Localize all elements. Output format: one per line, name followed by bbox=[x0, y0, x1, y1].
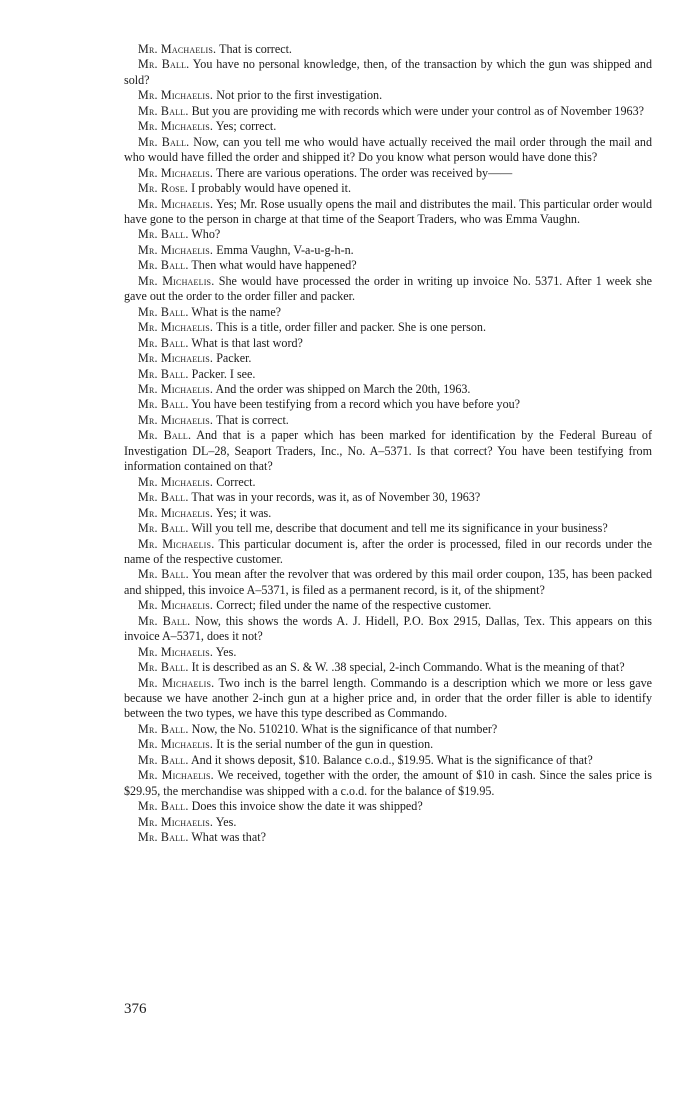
speaker-name: Mr. Michaelis. bbox=[138, 814, 214, 829]
testimony-text: We received, together with the order, the amount of $10 in cash. Since the sales price is $29.95, the merchandise was shipped with a c.o.d. for the balance of $19.95. bbox=[124, 768, 652, 798]
testimony-paragraph bbox=[124, 57, 652, 88]
speaker-name: Mr. Michaelis. bbox=[138, 598, 214, 613]
testimony-text: Packer. I see. bbox=[191, 366, 256, 381]
testimony-text: Yes; it was. bbox=[215, 505, 272, 520]
testimony-text: It is the serial number of the gun in question. bbox=[216, 737, 434, 752]
speaker-name: Mr. Michaelis. bbox=[138, 644, 214, 659]
testimony-text: Yes; correct. bbox=[215, 119, 277, 134]
testimony-paragraph bbox=[124, 351, 652, 366]
speaker-name: Mr. Michaelis. bbox=[138, 412, 214, 427]
speaker-name: Mr. Machaelis. bbox=[138, 42, 217, 56]
testimony-paragraph bbox=[124, 598, 652, 613]
speaker-name: Mr. Michaelis. bbox=[138, 536, 215, 551]
speaker-name: Mr. Ball. bbox=[138, 335, 189, 350]
speaker-name: Mr. Ball. bbox=[138, 830, 189, 845]
testimony-paragraph bbox=[124, 768, 652, 799]
testimony-paragraph bbox=[124, 521, 652, 536]
page-number: 376 bbox=[124, 1001, 147, 1017]
testimony-text: I probably would have opened it. bbox=[191, 181, 352, 196]
testimony-paragraph bbox=[124, 660, 652, 675]
testimony-text: Correct. bbox=[216, 474, 256, 489]
speaker-name: Mr. Michaelis. bbox=[138, 242, 214, 257]
testimony-paragraph bbox=[124, 722, 652, 737]
speaker-name: Mr. Ball. bbox=[138, 227, 189, 242]
testimony-paragraph bbox=[124, 42, 652, 57]
testimony-paragraph bbox=[124, 676, 652, 722]
testimony-paragraph bbox=[124, 397, 652, 412]
testimony-paragraph bbox=[124, 830, 652, 845]
testimony-paragraph bbox=[124, 737, 652, 752]
testimony-paragraph bbox=[124, 428, 652, 474]
speaker-name: Mr. Michaelis. bbox=[138, 119, 214, 134]
speaker-name: Mr. Ball. bbox=[138, 397, 189, 412]
testimony-text: What is the name? bbox=[191, 304, 282, 319]
testimony-paragraph bbox=[124, 181, 652, 196]
speaker-name: Mr. Ball. bbox=[138, 721, 189, 736]
speaker-name: Mr. Michaelis. bbox=[138, 165, 214, 180]
testimony-text: You mean after the revolver that was ordered by this mail order coupon, 135, has been packed and shipped, this invoice A–5371, is filed as a permanent record, is it, of the shipment? bbox=[124, 567, 653, 597]
testimony-paragraph bbox=[124, 753, 652, 768]
testimony-text: Yes. bbox=[215, 644, 237, 659]
testimony-paragraph bbox=[124, 367, 652, 382]
testimony-text: Does this invoice show the date it was shipped? bbox=[191, 799, 423, 814]
testimony-paragraph bbox=[124, 413, 652, 428]
testimony-text: Two inch is the barrel length. Commando is a description which we more or less gave because we have another 2-inch gun at a higher price and, in order that the order filler is able to identify between the two types, we have this type described as Commando. bbox=[124, 675, 652, 721]
speaker-name: Mr. Ball. bbox=[138, 366, 189, 381]
testimony-text: What was that? bbox=[191, 830, 266, 845]
testimony-paragraph bbox=[124, 135, 652, 166]
testimony-paragraph bbox=[124, 382, 652, 397]
testimony-paragraph bbox=[124, 227, 652, 242]
testimony-paragraph bbox=[124, 645, 652, 660]
speaker-name: Mr. Michaelis. bbox=[138, 88, 214, 103]
testimony-text: What is that last word? bbox=[191, 335, 303, 350]
testimony-paragraph bbox=[124, 537, 652, 568]
testimony-paragraph bbox=[124, 506, 652, 521]
speaker-name: Mr. Ball. bbox=[138, 57, 190, 72]
testimony-text: This particular document is, after the order is processed, filed in our records under the name of the respective customer. bbox=[124, 536, 652, 566]
transcript-page bbox=[124, 42, 652, 846]
speaker-name: Mr. Michaelis. bbox=[138, 768, 214, 783]
speaker-name: Mr. Ball. bbox=[138, 258, 189, 273]
speaker-name: Mr. Michaelis. bbox=[138, 196, 214, 211]
testimony-text: Now, can you tell me who would have actually received the mail order through the mail and who would have filled the order and shipped it? Do you know what person would have done this? bbox=[124, 134, 652, 165]
speaker-name: Mr. Ball. bbox=[138, 304, 189, 319]
testimony-text: Yes; Mr. Rose usually opens the mail and distributes the mail. This particular order would have gone to the person in charge at that time of the Seaport Traders, who was Emma Vaughn. bbox=[124, 196, 652, 226]
speaker-name: Mr. Ball. bbox=[138, 521, 189, 536]
testimony-text: Yes. bbox=[215, 814, 237, 829]
testimony-paragraph bbox=[124, 490, 652, 505]
speaker-name: Mr. Ball. bbox=[138, 134, 190, 149]
speaker-name: Mr. Ball. bbox=[138, 428, 192, 443]
testimony-paragraph bbox=[124, 104, 652, 119]
testimony-text: You have been testifying from a record which you have before you? bbox=[191, 397, 521, 412]
testimony-text: That is correct. bbox=[219, 42, 292, 56]
speaker-name: Mr. Michaelis. bbox=[138, 675, 215, 690]
speaker-name: Mr. Ball. bbox=[138, 103, 189, 118]
testimony-text: Who? bbox=[191, 227, 221, 242]
speaker-name: Mr. Michaelis. bbox=[138, 351, 214, 366]
testimony-paragraph bbox=[124, 815, 652, 830]
testimony-text: And the order was shipped on March the 20th, 1963. bbox=[215, 381, 471, 396]
testimony-paragraph bbox=[124, 197, 652, 228]
testimony-paragraph bbox=[124, 336, 652, 351]
testimony-text: This is a title, order filler and packer. She is one person. bbox=[215, 320, 486, 335]
testimony-text: Will you tell me, describe that document and tell me its significance in your business? bbox=[191, 521, 608, 536]
testimony-text: And that is a paper which has been marked for identification by the Federal Bureau of Investigation DL–28, Seaport Traders, Inc., No. A–5371. Is that correct? You have been testifying from information contained on that? bbox=[124, 428, 653, 474]
testimony-paragraph bbox=[124, 305, 652, 320]
testimony-text: Now, this shows the words A. J. Hidell, P.O. Box 2915, Dallas, Tex. This appears on this invoice A–5371, does it not? bbox=[124, 613, 653, 644]
testimony-paragraph bbox=[124, 567, 652, 598]
testimony-paragraph bbox=[124, 88, 652, 103]
testimony-text: Emma Vaughn, V-a-u-g-h-n. bbox=[216, 242, 354, 257]
testimony-text: But you are providing me with records which were under your control as of November 1963? bbox=[191, 103, 644, 118]
speaker-name: Mr. Michaelis. bbox=[138, 474, 214, 489]
speaker-name: Mr. Michaelis. bbox=[138, 381, 214, 396]
speaker-name: Mr. Ball. bbox=[138, 567, 189, 582]
testimony-text: She would have processed the order in writing up invoice No. 5371. After 1 week she gave out the order to the order filler and packer. bbox=[124, 273, 652, 304]
testimony-text: You have no personal knowledge, then, of the transaction by which the gun was shipped and sold? bbox=[124, 57, 653, 87]
testimony-paragraph bbox=[124, 243, 652, 258]
testimony-text: It is described as an S. & W. .38 special, 2-inch Commando. What is the meaning of that? bbox=[191, 660, 625, 675]
speaker-name: Mr. Ball. bbox=[138, 613, 191, 628]
speaker-name: Mr. Ball. bbox=[138, 660, 189, 675]
testimony-paragraph bbox=[124, 119, 652, 134]
testimony-text: Now, the No. 510210. What is the significance of that number? bbox=[191, 721, 498, 736]
speaker-name: Mr. Michaelis. bbox=[138, 320, 214, 335]
speaker-name: Mr. Ball. bbox=[138, 799, 189, 814]
testimony-text: Packer. bbox=[216, 351, 252, 366]
testimony-paragraph bbox=[124, 258, 652, 273]
speaker-name: Mr. Michaelis. bbox=[138, 273, 215, 288]
speaker-name: Mr. Michaelis. bbox=[138, 505, 214, 520]
testimony-text: And it shows deposit, $10. Balance c.o.d., $19.95. What is the significance of that? bbox=[190, 752, 593, 767]
testimony-text: Then what would have happened? bbox=[191, 258, 357, 273]
testimony-text: That is correct. bbox=[215, 412, 289, 427]
testimony-paragraph bbox=[124, 320, 652, 335]
testimony-paragraph bbox=[124, 614, 652, 645]
speaker-name: Mr. Ball. bbox=[138, 490, 189, 505]
speaker-name: Mr. Michaelis. bbox=[138, 737, 214, 752]
speaker-name: Mr. Ball. bbox=[138, 752, 189, 767]
testimony-paragraph bbox=[124, 799, 652, 814]
testimony-text: Not prior to the first investigation. bbox=[216, 88, 383, 103]
testimony-text: Correct; filed under the name of the respective customer. bbox=[216, 598, 492, 613]
testimony-paragraph bbox=[124, 166, 652, 181]
testimony-text: That was in your records, was it, as of November 30, 1963? bbox=[191, 490, 481, 505]
testimony-paragraph bbox=[124, 475, 652, 490]
testimony-paragraph bbox=[124, 274, 652, 305]
testimony-text: There are various operations. The order was received by—— bbox=[215, 165, 513, 180]
speaker-name: Mr. Rose. bbox=[138, 181, 189, 196]
